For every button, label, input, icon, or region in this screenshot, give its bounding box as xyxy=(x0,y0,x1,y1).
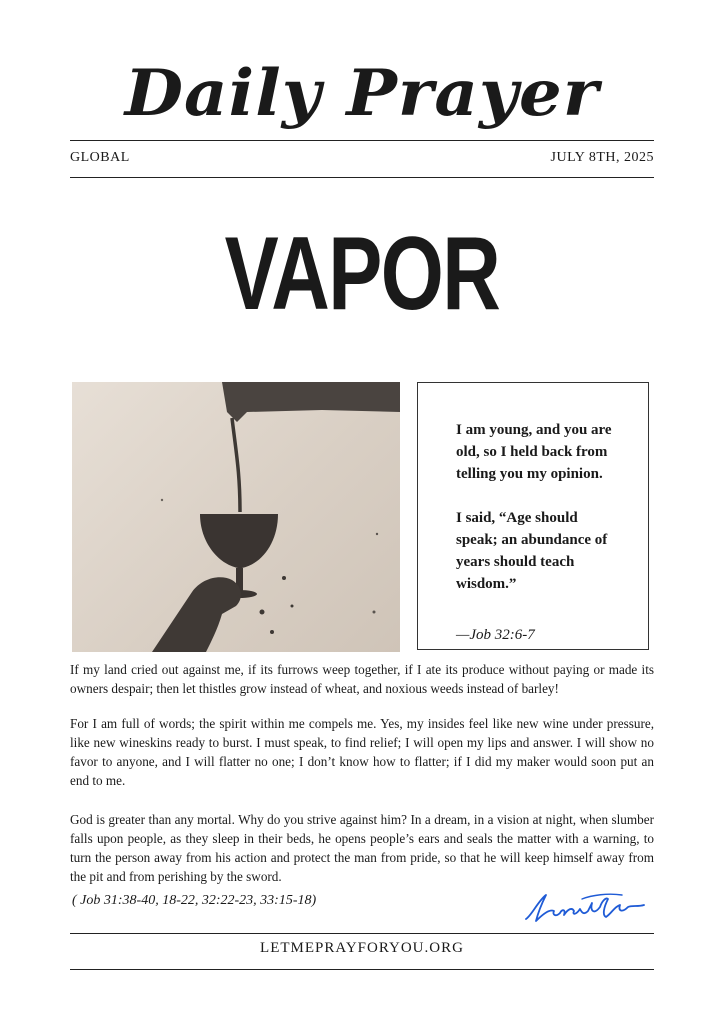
quote-line: telling you my opinion. xyxy=(456,466,603,482)
body-paragraph-3: God is greater than any mortal. Why do you strive against him? In a dream, in a vision at night, when slumber falls upon people, as they sleep in their beds, he opens people’s ears and seals the matter with a warning, to turn the person away from his action and protect the man from pride, so that he will keep himself away from the pit and from perishing by the sword. xyxy=(70,812,654,884)
footer-bottom-rule xyxy=(70,969,654,970)
glass-bowl xyxy=(200,514,278,568)
quote-line: speak; an abundance of xyxy=(456,532,608,548)
quote-citation: —Job 32:6-7 xyxy=(456,627,535,643)
pour-stream xyxy=(232,418,240,512)
footer-top-rule xyxy=(70,933,654,934)
scripture-quote-box xyxy=(417,382,649,650)
scripture-reference: ( Job 31:38-40, 18-22, 32:22-23, 33:15-18) xyxy=(72,893,317,908)
region-label: GLOBAL xyxy=(70,150,130,165)
wine-pour-shadow-photo xyxy=(72,382,400,652)
signature xyxy=(522,885,647,932)
body-paragraph-1: If my land cried out against me, if its furrows weep together, if I ate its produce without paying or made its owners despair; then let thistles grow instead of wheat, and noxious weeds instead of barley! xyxy=(70,662,654,696)
quote-line: old, so I held back from xyxy=(456,444,608,460)
quote-line: I said, “Age should xyxy=(456,510,578,526)
quote-line: wisdom.” xyxy=(456,576,517,592)
headline: VAPOR xyxy=(224,216,500,332)
masthead-title: Daily Prayer xyxy=(124,56,600,131)
meta-rule xyxy=(70,177,654,178)
photo-illustration xyxy=(72,382,400,652)
top-rule xyxy=(70,140,654,141)
bottle-shadow xyxy=(222,382,400,422)
quote-line: I am young, and you are xyxy=(456,422,612,438)
signature-mark xyxy=(522,885,647,927)
footer-website: LETMEPRAYFORYOU.ORG xyxy=(260,940,464,956)
date-label: JULY 8TH, 2025 xyxy=(550,150,654,165)
body-paragraph-2: For I am full of words; the spirit within me compels me. Yes, my insides feel like new wine under pressure, like new wineskins ready to burst. I must speak, to find relief; I will open my lips and answer. I will show no favor to anyone, and I will flatter no one; I don’t know how to flatter; if I did my maker would soon put an end to me. xyxy=(70,716,654,788)
hand-shadow xyxy=(152,577,241,652)
quote-line: years should teach xyxy=(456,554,575,570)
